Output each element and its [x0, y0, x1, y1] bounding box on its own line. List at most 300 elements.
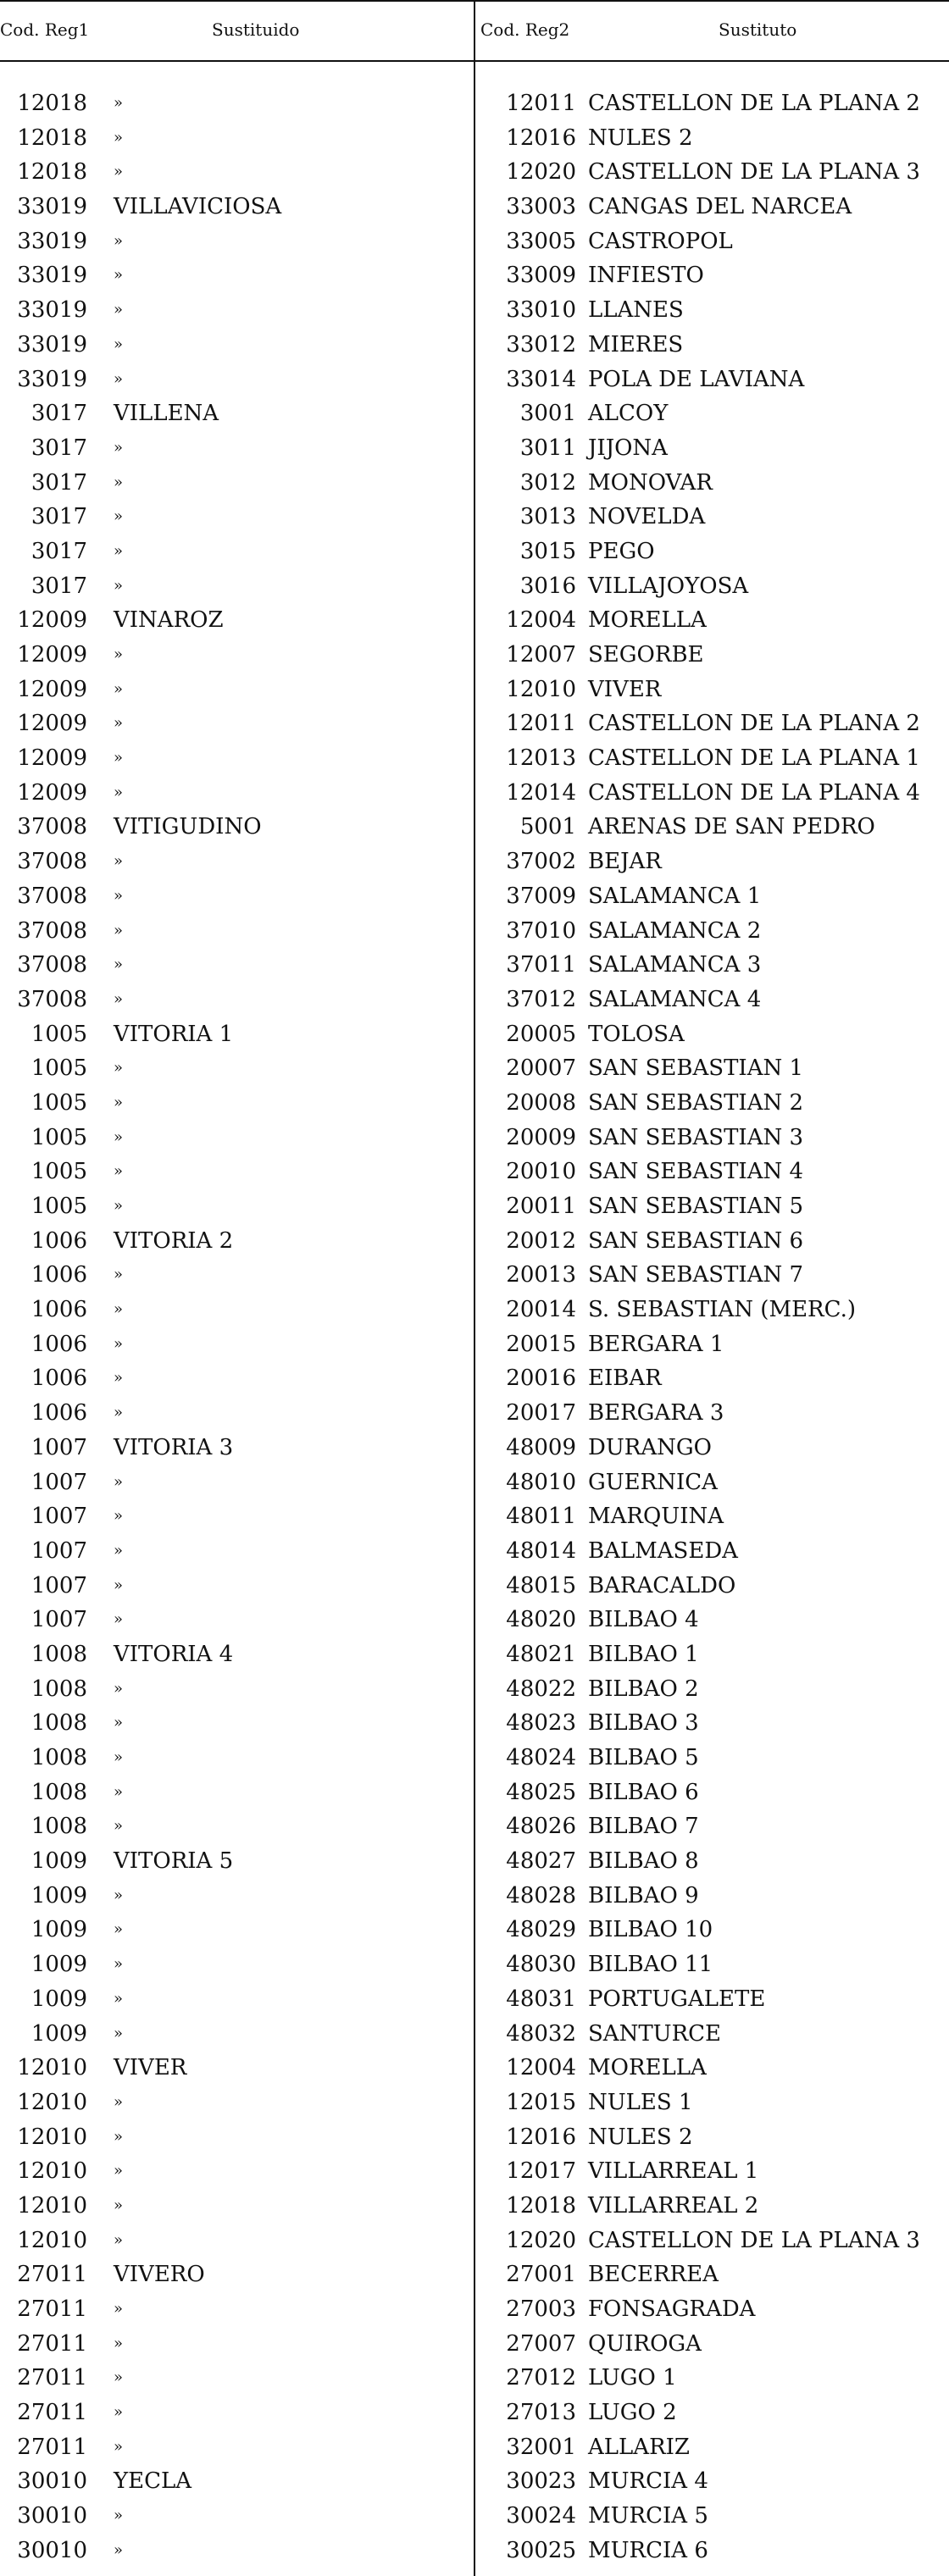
cell-cod-reg2: 48022	[506, 1676, 576, 1702]
table-row	[0, 1672, 949, 1707]
cell-cod-reg1: 1006	[31, 1297, 87, 1323]
cell-cod-reg1: 37008	[17, 917, 87, 944]
cell-sustituido: »	[114, 2300, 124, 2318]
cell-cod-reg2: 37010	[506, 917, 576, 944]
cell-sustituido: »	[114, 852, 124, 871]
cell-sustituto: SALAMANCA 4	[588, 986, 762, 1012]
cell-cod-reg2: 3016	[519, 573, 576, 599]
cell-cod-reg2: 12004	[506, 2055, 576, 2081]
cell-cod-reg2: 33010	[506, 297, 576, 324]
cell-cod-reg2: 12020	[506, 2227, 576, 2253]
cell-cod-reg1: 1006	[31, 1366, 87, 1392]
cell-cod-reg1: 12010	[17, 2124, 87, 2150]
cell-sustituto: ALLARIZ	[588, 2434, 690, 2460]
cell-cod-reg2: 33009	[506, 263, 576, 289]
table-row	[0, 776, 949, 811]
cell-sustituido: »	[114, 1679, 124, 1698]
cell-sustituido: »	[114, 1334, 124, 1353]
table-row	[0, 155, 949, 190]
cell-cod-reg1: 1007	[31, 1504, 87, 1530]
cell-cod-reg2: 20012	[506, 1227, 576, 1254]
cell-cod-reg2: 48009	[506, 1434, 576, 1460]
cell-sustituido: »	[114, 163, 124, 181]
cell-cod-reg1: 1008	[31, 1641, 87, 1667]
table-row	[0, 603, 949, 638]
cell-sustituido: »	[114, 2334, 124, 2352]
cell-sustituto: SEGORBE	[588, 642, 704, 668]
cell-cod-reg1: 37008	[17, 814, 87, 840]
cell-cod-reg1: 12009	[17, 607, 87, 634]
cell-sustituto: VILLAJOYOSA	[588, 573, 749, 599]
cell-cod-reg1: 33019	[17, 331, 87, 357]
cell-sustituto: BALMASEDA	[588, 1537, 738, 1564]
table-row	[0, 500, 949, 535]
cell-sustituto: SAN SEBASTIAN 2	[588, 1089, 804, 1116]
cell-sustituido: »	[114, 335, 124, 353]
cell-sustituido: »	[114, 1127, 124, 1146]
table-row	[0, 2292, 949, 2327]
cell-sustituido: »	[114, 2403, 124, 2422]
cell-sustituido: »	[114, 2230, 124, 2249]
cell-sustituido: VILLENA	[114, 401, 219, 427]
table-row	[0, 2120, 949, 2155]
cell-sustituido: »	[114, 94, 124, 112]
table-row	[0, 1706, 949, 1741]
cell-sustituido: »	[114, 2196, 124, 2214]
cell-sustituto: JIJONA	[588, 435, 668, 461]
cell-cod-reg1: 12009	[17, 745, 87, 772]
cell-cod-reg1: 1006	[31, 1331, 87, 1357]
cell-cod-reg2: 12016	[506, 125, 576, 151]
cell-cod-reg2: 12011	[506, 711, 576, 737]
cell-sustituto: S. SEBASTIAN (MERC.)	[588, 1297, 856, 1323]
cell-sustituido: »	[114, 1886, 124, 1904]
table-row	[0, 914, 949, 949]
cell-cod-reg1: 1009	[31, 1917, 87, 1943]
cell-sustituto: BILBAO 7	[588, 1814, 699, 1840]
cell-cod-reg2: 20007	[506, 1055, 576, 1082]
cell-sustituto: LUGO 2	[588, 2400, 677, 2426]
table-row	[0, 1809, 949, 1844]
cell-cod-reg1: 33019	[17, 263, 87, 289]
cell-sustituto: MURCIA 4	[588, 2468, 708, 2495]
cell-sustituido: »	[114, 921, 124, 939]
cell-cod-reg1: 1005	[31, 1055, 87, 1082]
cell-sustituto: ARENAS DE SAN PEDRO	[588, 814, 875, 840]
cell-cod-reg2: 3011	[519, 435, 576, 461]
cell-cod-reg2: 48014	[506, 1537, 576, 1564]
cell-cod-reg2: 20017	[506, 1400, 576, 1426]
cell-sustituido: »	[114, 1541, 124, 1559]
table-row	[0, 121, 949, 156]
cell-cod-reg1: 37008	[17, 986, 87, 1012]
cell-cod-reg2: 48010	[506, 1469, 576, 1495]
cell-sustituido: »	[114, 473, 124, 491]
cell-sustituto: EIBAR	[588, 1366, 662, 1392]
cell-cod-reg1: 1008	[31, 1745, 87, 1770]
cell-sustituto: BILBAO 8	[588, 1848, 699, 1875]
cell-cod-reg2: 27003	[506, 2296, 576, 2322]
cell-sustituto: MURCIA 5	[588, 2503, 708, 2529]
cell-sustituto: BILBAO 3	[588, 1710, 699, 1737]
cell-sustituido: »	[114, 507, 124, 526]
cell-sustituto: CASTELLON DE LA PLANA 3	[588, 2227, 920, 2253]
table-row	[0, 1017, 949, 1052]
cell-cod-reg2: 12014	[506, 779, 576, 806]
cell-sustituto: SALAMANCA 3	[588, 952, 762, 978]
cell-cod-reg2: 48024	[506, 1745, 576, 1770]
table-row	[0, 328, 949, 363]
cell-sustituto: CASTELLON DE LA PLANA 2	[588, 711, 920, 737]
table-row	[0, 2224, 949, 2258]
cell-cod-reg2: 12010	[506, 676, 576, 702]
cell-sustituido: »	[114, 679, 124, 698]
table-row	[0, 1224, 949, 1259]
cell-sustituto: INFIESTO	[588, 263, 704, 289]
cell-sustituto: SAN SEBASTIAN 5	[588, 1194, 804, 1219]
cell-sustituto: CASTELLON DE LA PLANA 2	[588, 91, 920, 116]
cell-sustituido: »	[114, 2127, 124, 2146]
cell-sustituto: BEJAR	[588, 849, 662, 875]
cell-sustituto: BERGARA 3	[588, 1400, 724, 1426]
cell-sustituido: »	[114, 1404, 124, 1422]
table-row	[0, 86, 949, 121]
cell-cod-reg1: 3017	[31, 469, 87, 496]
cell-sustituto: BILBAO 11	[588, 1952, 713, 1978]
cell-sustituto: BILBAO 10	[588, 1917, 713, 1943]
cell-sustituto: CASTELLON DE LA PLANA 1	[588, 745, 920, 772]
table-row	[0, 1258, 949, 1293]
cell-sustituido: »	[114, 1714, 124, 1732]
table-row	[0, 1741, 949, 1776]
cell-cod-reg1: 1009	[31, 1882, 87, 1908]
cell-sustituido: »	[114, 714, 124, 733]
table-row	[0, 2051, 949, 2086]
cell-cod-reg2: 20008	[506, 1089, 576, 1116]
table-row	[0, 1121, 949, 1155]
cell-sustituido: »	[114, 369, 124, 388]
cell-sustituido: »	[114, 1507, 124, 1526]
table-row	[0, 431, 949, 466]
cell-sustituido: VIVER	[114, 2055, 187, 2081]
table-row	[0, 2464, 949, 2499]
cell-sustituido: »	[114, 2507, 124, 2525]
cell-sustituido: »	[114, 1817, 124, 1836]
cell-sustituido: VITORIA 1	[114, 1021, 234, 1047]
cell-cod-reg1: 12010	[17, 2089, 87, 2115]
cell-sustituido: »	[114, 2024, 124, 2042]
cell-sustituido: »	[114, 1782, 124, 1801]
cell-sustituto: ALCOY	[588, 401, 669, 427]
cell-cod-reg1: 1006	[31, 1262, 87, 1288]
header-sustituido: Sustituido	[212, 19, 300, 40]
table-row	[0, 879, 949, 914]
cell-sustituido: »	[114, 1162, 124, 1181]
cell-cod-reg1: 1006	[31, 1227, 87, 1254]
cell-cod-reg1: 12010	[17, 2192, 87, 2219]
cell-cod-reg1: 3017	[31, 401, 87, 427]
cell-cod-reg1: 1007	[31, 1572, 87, 1598]
table-row	[0, 2257, 949, 2292]
cell-cod-reg2: 48031	[506, 1986, 576, 2012]
cell-cod-reg2: 12011	[506, 91, 576, 116]
table-row	[0, 224, 949, 259]
cell-cod-reg1: 30010	[17, 2468, 87, 2495]
cell-sustituido: »	[114, 749, 124, 767]
table-row	[0, 2327, 949, 2362]
cell-cod-reg2: 33012	[506, 331, 576, 357]
cell-cod-reg2: 32001	[506, 2434, 576, 2460]
table-row	[0, 810, 949, 845]
cell-cod-reg2: 48028	[506, 1882, 576, 1908]
cell-sustituido: »	[114, 783, 124, 801]
cell-sustituto: FONSAGRADA	[588, 2296, 756, 2322]
cell-sustituido: »	[114, 1610, 124, 1629]
table-row	[0, 1534, 949, 1569]
cell-cod-reg2: 27013	[506, 2400, 576, 2426]
cell-sustituido: »	[114, 1369, 124, 1388]
cell-sustituto: LUGO 1	[588, 2365, 677, 2391]
cell-sustituido: VIVERO	[114, 2262, 205, 2288]
table-row	[0, 1155, 949, 1189]
table-row	[0, 2154, 949, 2189]
table-row	[0, 2361, 949, 2396]
table-row	[0, 535, 949, 569]
cell-sustituto: BILBAO 1	[588, 1641, 699, 1667]
cell-cod-reg1: 12009	[17, 779, 87, 806]
cell-sustituido: »	[114, 541, 124, 560]
cell-cod-reg1: 27011	[17, 2434, 87, 2460]
cell-sustituido: »	[114, 1748, 124, 1766]
cell-cod-reg1: 3017	[31, 573, 87, 599]
table-row	[0, 569, 949, 604]
cell-cod-reg1: 3017	[31, 538, 87, 564]
cell-sustituto: NULES 2	[588, 2124, 693, 2150]
cell-sustituto: BECERREA	[588, 2262, 719, 2288]
cell-cod-reg1: 12009	[17, 642, 87, 668]
cell-sustituido: »	[114, 1266, 124, 1284]
cell-cod-reg2: 27012	[506, 2365, 576, 2391]
cell-sustituto: CASTELLON DE LA PLANA 4	[588, 779, 920, 806]
cell-sustituto: MARQUINA	[588, 1504, 724, 1530]
cell-cod-reg1: 1006	[31, 1400, 87, 1426]
cell-sustituto: BILBAO 4	[588, 1607, 699, 1633]
cell-sustituto: VIVER	[588, 676, 662, 702]
cell-cod-reg2: 48025	[506, 1779, 576, 1805]
table-row	[0, 1637, 949, 1672]
cell-sustituto: BILBAO 9	[588, 1882, 699, 1908]
cell-sustituido: »	[114, 886, 124, 905]
cell-sustituido: VINAROZ	[114, 607, 224, 634]
cell-sustituido: VITORIA 5	[114, 1848, 234, 1875]
cell-cod-reg1: 1007	[31, 1469, 87, 1495]
cell-cod-reg1: 27011	[17, 2330, 87, 2357]
cell-cod-reg1: 1005	[31, 1194, 87, 1219]
cell-cod-reg2: 48029	[506, 1917, 576, 1943]
cell-sustituto: QUIROGA	[588, 2330, 702, 2357]
cell-sustituido: »	[114, 1989, 124, 2008]
cell-sustituido: »	[114, 1576, 124, 1594]
cell-sustituido: »	[114, 266, 124, 285]
cell-cod-reg2: 48032	[506, 2020, 576, 2047]
cell-cod-reg2: 20013	[506, 1262, 576, 1288]
cell-cod-reg1: 12009	[17, 711, 87, 737]
cell-cod-reg1: 12010	[17, 2227, 87, 2253]
cell-sustituto: SAN SEBASTIAN 4	[588, 1159, 804, 1185]
cell-sustituto: BILBAO 5	[588, 1745, 699, 1770]
cell-sustituto: GUERNICA	[588, 1469, 718, 1495]
cell-cod-reg2: 12018	[506, 2192, 576, 2219]
cell-sustituido: »	[114, 989, 124, 1008]
cell-sustituto: CASTROPOL	[588, 228, 733, 254]
header-cod-reg1: Cod. Reg1	[0, 19, 90, 40]
cell-cod-reg2: 48011	[506, 1504, 576, 1530]
cell-cod-reg1: 33019	[17, 194, 87, 220]
cell-cod-reg2: 3001	[519, 401, 576, 427]
cell-cod-reg2: 12017	[506, 2158, 576, 2185]
cell-cod-reg1: 37008	[17, 883, 87, 909]
cell-sustituido: »	[114, 128, 124, 147]
table-row	[0, 845, 949, 879]
cell-cod-reg1: 33019	[17, 297, 87, 324]
cell-cod-reg1: 1005	[31, 1021, 87, 1047]
cell-sustituto: PORTUGALETE	[588, 1986, 766, 2012]
cell-cod-reg2: 27001	[506, 2262, 576, 2288]
cell-cod-reg2: 20005	[506, 1021, 576, 1047]
cell-cod-reg2: 30025	[506, 2537, 576, 2563]
cell-sustituido: »	[114, 1472, 124, 1491]
cell-cod-reg1: 1008	[31, 1710, 87, 1737]
cell-cod-reg2: 12015	[506, 2089, 576, 2115]
cell-sustituido: »	[114, 231, 124, 250]
header-cod-reg2: Cod. Reg2	[480, 19, 570, 40]
cell-sustituto: SALAMANCA 2	[588, 917, 762, 944]
cell-cod-reg2: 20009	[506, 1124, 576, 1150]
cell-cod-reg2: 27007	[506, 2330, 576, 2357]
cell-sustituto: SAN SEBASTIAN 1	[588, 1055, 804, 1082]
table-row	[0, 741, 949, 776]
cell-cod-reg2: 12016	[506, 2124, 576, 2150]
cell-sustituto: SAN SEBASTIAN 3	[588, 1124, 804, 1150]
table-row	[0, 258, 949, 293]
table-row	[0, 466, 949, 501]
table-row	[0, 190, 949, 224]
cell-cod-reg2: 12004	[506, 607, 576, 634]
cell-cod-reg1: 1009	[31, 1986, 87, 2012]
cell-cod-reg1: 12010	[17, 2158, 87, 2185]
cell-cod-reg1: 30010	[17, 2537, 87, 2563]
cell-sustituido: VITORIA 3	[114, 1434, 234, 1460]
cell-cod-reg1: 12010	[17, 2055, 87, 2081]
cell-sustituido: »	[114, 1059, 124, 1077]
cell-cod-reg2: 48023	[506, 1710, 576, 1737]
table-row	[0, 1431, 949, 1465]
cell-cod-reg2: 20011	[506, 1194, 576, 1219]
cell-sustituido: VITIGUDINO	[114, 814, 262, 840]
cell-cod-reg2: 33005	[506, 228, 576, 254]
cell-sustituto: NULES 1	[588, 2089, 693, 2115]
cell-cod-reg1: 1008	[31, 1779, 87, 1805]
cell-cod-reg1: 1009	[31, 1848, 87, 1875]
cell-sustituto: CASTELLON DE LA PLANA 3	[588, 159, 920, 186]
cell-cod-reg1: 27011	[17, 2400, 87, 2426]
cell-cod-reg2: 5001	[519, 814, 576, 840]
table-row	[0, 638, 949, 673]
table-row	[0, 1913, 949, 1947]
cell-cod-reg1: 1009	[31, 1952, 87, 1978]
table-row	[0, 363, 949, 397]
cell-sustituto: PEGO	[588, 538, 655, 564]
cell-sustituido: »	[114, 2162, 124, 2180]
cell-sustituto: BILBAO 2	[588, 1676, 699, 1702]
table-row	[0, 1327, 949, 1362]
cell-cod-reg2: 20016	[506, 1366, 576, 1392]
cell-sustituto: BILBAO 6	[588, 1779, 699, 1805]
cell-sustituto: POLA DE LAVIANA	[588, 366, 805, 392]
cell-cod-reg2: 30024	[506, 2503, 576, 2529]
cell-sustituto: VILLARREAL 1	[588, 2158, 759, 2185]
cell-cod-reg1: 1007	[31, 1537, 87, 1564]
cell-sustituto: MORELLA	[588, 2055, 707, 2081]
cell-sustituido: VITORIA 4	[114, 1641, 234, 1667]
cell-sustituido: VITORIA 2	[114, 1227, 234, 1254]
cell-sustituto: SAN SEBASTIAN 7	[588, 1262, 804, 1288]
cell-cod-reg2: 48026	[506, 1814, 576, 1840]
cell-cod-reg1: 12009	[17, 676, 87, 702]
cell-sustituido: »	[114, 2540, 124, 2559]
table-row	[0, 1947, 949, 1982]
cell-cod-reg1: 30010	[17, 2503, 87, 2529]
header-sustituto: Sustituto	[719, 19, 797, 40]
cell-sustituto: NOVELDA	[588, 504, 706, 530]
table-row	[0, 2499, 949, 2534]
cell-cod-reg2: 48021	[506, 1641, 576, 1667]
table-row	[0, 1361, 949, 1396]
cell-cod-reg1: 12018	[17, 91, 87, 116]
table-row	[0, 1086, 949, 1121]
cell-sustituido: »	[114, 645, 124, 663]
cell-cod-reg1: 1005	[31, 1124, 87, 1150]
cell-sustituto: CANGAS DEL NARCEA	[588, 194, 852, 220]
cell-sustituido: »	[114, 301, 124, 319]
table-body	[0, 86, 949, 2568]
cell-sustituido: YECLA	[114, 2468, 192, 2495]
cell-cod-reg1: 27011	[17, 2296, 87, 2322]
cell-sustituido: »	[114, 1955, 124, 1974]
table-row	[0, 1776, 949, 1810]
cell-cod-reg1: 1005	[31, 1159, 87, 1185]
table-row	[0, 2017, 949, 2052]
table-row	[0, 1051, 949, 1086]
cell-cod-reg1: 33019	[17, 366, 87, 392]
cell-sustituto: SAN SEBASTIAN 6	[588, 1227, 804, 1254]
table-row	[0, 2086, 949, 2120]
table-row	[0, 1396, 949, 1431]
table-row	[0, 983, 949, 1017]
cell-cod-reg1: 33019	[17, 228, 87, 254]
cell-sustituto: SANTURCE	[588, 2020, 722, 2047]
cell-sustituto: LLANES	[588, 297, 684, 324]
cell-cod-reg2: 48015	[506, 1572, 576, 1598]
table-row	[0, 1982, 949, 2017]
cell-cod-reg1: 12018	[17, 159, 87, 186]
cell-cod-reg2: 33003	[506, 194, 576, 220]
cell-cod-reg1: 1007	[31, 1434, 87, 1460]
cell-sustituido: »	[114, 956, 124, 974]
cell-cod-reg2: 3015	[519, 538, 576, 564]
table-row	[0, 2189, 949, 2224]
cell-cod-reg2: 48020	[506, 1607, 576, 1633]
